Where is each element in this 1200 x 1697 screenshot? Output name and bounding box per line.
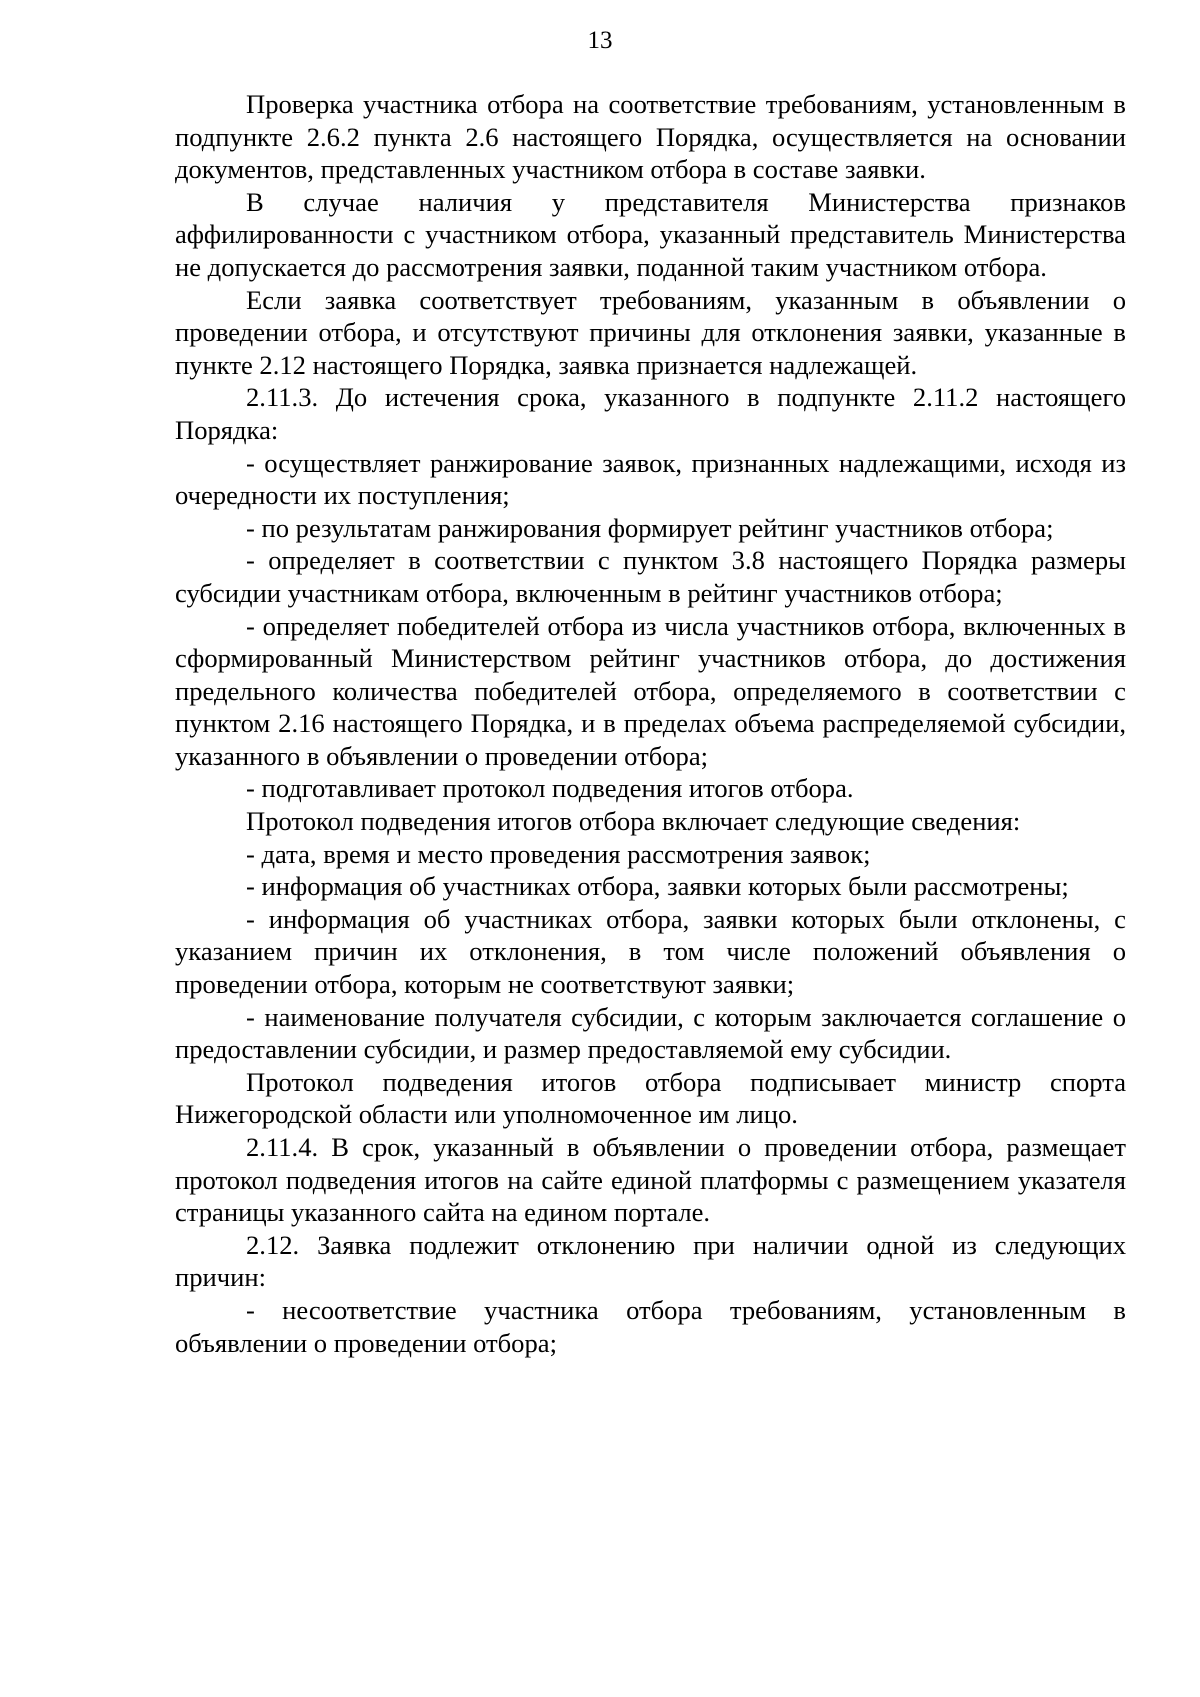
list-item-reviewed-info: - информация об участниках отбора, заявки которых были рассмотрены; (246, 871, 1069, 902)
list-item-rejected-info: - информация об участниках отбора, заявки которых были отклонены, с указанием причин их отклонения, в том числе положений объявления о проведении отбора, которым не соответствуют заявки; (175, 903, 1126, 1000)
paragraph-2-11-4: 2.11.4. В срок, указанный в объявлении о проведении отбора, размещает протокол подведения итогов на сайте единой платформы с размещением указателя страницы указанного сайта на едином портале. (175, 1132, 1126, 1228)
list-item-protocol-prep: - подготавливает протокол подведения итогов отбора. (246, 773, 854, 804)
paragraph-2-12: 2.12. Заявка подлежит отклонению при наличии одной из следующих причин: (175, 1229, 1126, 1293)
list-item-ranking: - осуществляет ранжирование заявок, признанных надлежащими, исходя из очередности их поступления; (175, 447, 1126, 511)
paragraph-protocol-contents: Протокол подведения итогов отбора включает следующие сведения: (246, 806, 1021, 837)
list-item-nonconformity: - несоответствие участника отбора требованиям, установленным в объявлении о проведении отбора; (175, 1294, 1126, 1358)
list-item-subsidy-size: - определяет в соответствии с пунктом 3.8 настоящего Порядка размеры субсидии участникам отбора, включенным в рейтинг участников отбора; (175, 545, 1126, 608)
paragraph-protocol-signing: Протокол подведения итогов отбора подписывает министр спорта Нижегородской области или уполномоченное им лицо. (175, 1066, 1126, 1130)
list-item-date-time-place: - дата, время и место проведения рассмотрения заявок; (246, 838, 871, 869)
document-body (175, 88, 1126, 1359)
paragraph-affiliation: В случае наличия у представителя Министерства признаков аффилированности с участником отбора, указанный представитель Министерства не допускается до рассмотрения заявки, поданной таким участником отбора. (175, 186, 1126, 282)
paragraph-2-11-3: 2.11.3. До истечения срока, указанного в подпункте 2.11.2 настоящего Порядка: (175, 382, 1126, 445)
list-item-winners: - определяет победителей отбора из числа участников отбора, включенных в сформированный Министерством рейтинг участников отбора, до достижения предельного количества победителей отбора, определяемого в соответствии с пунктом 2.16 настоящего Порядка, и в пределах объема распределяемой субсидии, указанного в объявлении о проведении отбора; (175, 610, 1126, 771)
list-item-rating: - по результатам ранжирования формирует рейтинг участников отбора; (246, 512, 1054, 543)
paragraph-check-participant: Проверка участника отбора на соответствие требованиям, установленным в подпункте 2.6.2 пункта 2.6 настоящего Порядка, осуществляется на основании документов, представленных участником отбора в составе заявки. (175, 89, 1126, 185)
list-item-recipient-name: - наименование получателя субсидии, с которым заключается соглашение о предоставлении субсидии, и размер предоставляемой ему субсидии. (175, 1001, 1126, 1065)
page-number: 13 (587, 27, 613, 54)
paragraph-application-proper: Если заявка соответствует требованиям, указанным в объявлении о проведении отбора, и отсутствуют причины для отклонения заявки, указанные в пункте 2.12 настоящего Порядка, заявка признается надлежащей. (175, 284, 1126, 380)
